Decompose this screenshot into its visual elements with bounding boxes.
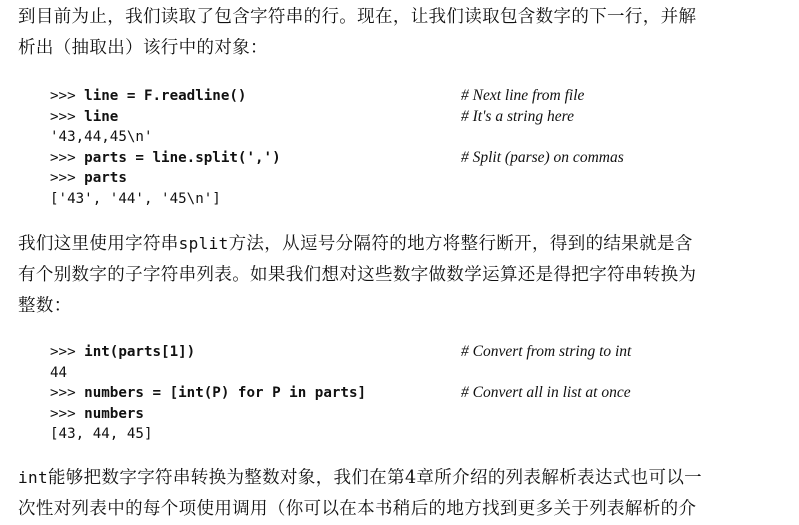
- code-prompt: >>>: [50, 344, 85, 360]
- paragraph-line: 有个别数字的子字符串列表。如果我们想对这些数字做数学运算还是得把字符串转换为: [18, 265, 697, 285]
- paragraph-line: [18, 462, 790, 494]
- code-output: ['43', '44', '45\n']: [50, 190, 221, 207]
- paragraph-int-explanation: [18, 462, 790, 525]
- code-prompt: >>>: [50, 405, 85, 422]
- code-block-int-conversion: [50, 342, 790, 445]
- code-command: numbers: [84, 405, 144, 422]
- code-line: [50, 86, 790, 107]
- code-comment: # Split (parse) on commas: [461, 148, 624, 166]
- code-line: [50, 127, 790, 148]
- paragraph-line: [18, 228, 790, 260]
- text-span: 我们这里使用字符串: [18, 234, 179, 254]
- code-output: '43,44,45\n': [50, 129, 153, 145]
- code-line: [50, 424, 790, 445]
- text-span: 方法，从逗号分隔符的地方将整行断开，得到的结果就是含: [228, 234, 693, 254]
- code-command: parts: [84, 170, 127, 186]
- code-prompt: >>>: [50, 149, 85, 166]
- code-line: [50, 342, 790, 363]
- code-command: numbers = [int(P) for P in parts]: [84, 385, 367, 401]
- paragraph-line: 析出（抽取出）该行中的对象：: [18, 38, 268, 58]
- code-command: parts = line.split(','): [84, 149, 281, 166]
- paragraph-split-explanation: [18, 228, 790, 322]
- code-line: [50, 363, 790, 384]
- code-output: 44: [50, 364, 68, 381]
- code-comment: # Next line from file: [461, 87, 585, 104]
- code-prompt: >>>: [50, 88, 85, 104]
- code-line: [50, 148, 790, 169]
- paragraph-line: 到目前为止，我们读取了包含字符串的行。现在，让我们读取包含数字的下一行，并解: [18, 7, 697, 27]
- code-prompt: >>>: [50, 108, 85, 125]
- code-command: int(parts[1]): [84, 344, 196, 360]
- code-prompt: >>>: [50, 170, 85, 186]
- code-line: [50, 168, 790, 189]
- code-command: line = F.readline(): [84, 88, 247, 104]
- code-comment: # Convert from string to int: [461, 343, 632, 360]
- inline-code-split: split: [178, 234, 229, 253]
- code-comment: # It's a string here: [461, 107, 574, 125]
- inline-code-int: int: [18, 468, 48, 487]
- code-line: [50, 107, 790, 128]
- code-line: [50, 383, 790, 404]
- paragraph-intro: [18, 2, 790, 64]
- code-output: [43, 44, 45]: [50, 426, 153, 442]
- code-line: [50, 404, 790, 425]
- code-block-readline: [50, 86, 790, 209]
- text-span: 能够把数字字符串转换为整数对象，我们在第4章所介绍的列表解析表达式也可以一: [47, 468, 703, 488]
- paragraph-line: 整数：: [18, 296, 72, 316]
- code-prompt: >>>: [50, 385, 85, 401]
- paragraph-line: 次性对列表中的每个项使用调用（你可以在本书稍后的地方找到更多关于列表解析的介: [18, 499, 697, 519]
- code-command: line: [84, 108, 119, 125]
- code-line: [50, 189, 790, 210]
- code-comment: # Convert all in list at once: [461, 384, 631, 401]
